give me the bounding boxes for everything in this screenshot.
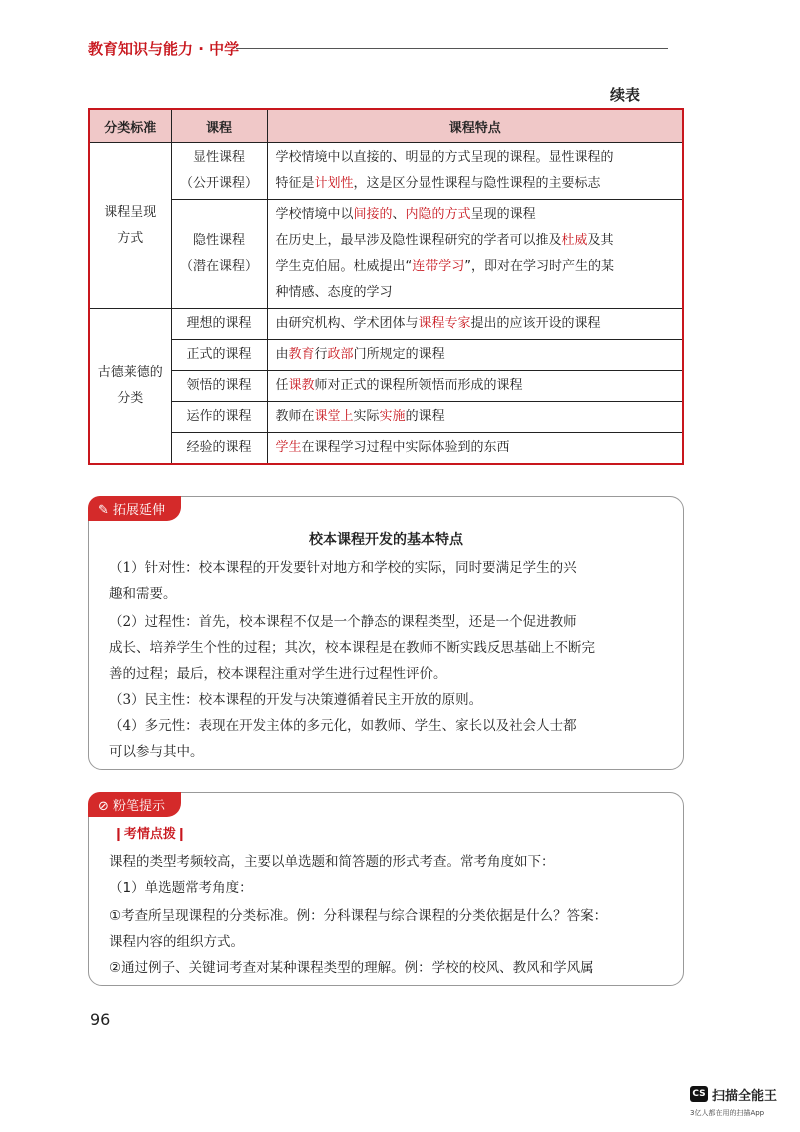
course-name: 运作的课程 [186,409,252,424]
bar-icon: ❙ [175,827,187,842]
keyword-highlight: 连带学习 [412,259,465,274]
keyword-highlight: 计划性 [314,176,354,191]
feature-text: 行 [314,347,328,362]
feature-cell [267,143,683,200]
course-cell [171,402,267,433]
course-name: 隐性课程 [192,233,245,248]
feature-text: 特征是 [275,176,315,191]
feature-text: ”，即对在学习时产生的某 [464,259,615,274]
exam-tip-subheading [113,823,187,842]
feature-text: 提出的应该开设的课程 [470,316,601,331]
extension-line: 趣和需要。 [109,586,177,602]
course-cell [171,340,267,371]
chalk-tip-tag-label: 粉笔提示 [113,799,166,814]
feature-text: 任 [275,378,289,393]
feature-cell [267,309,683,340]
keyword-highlight: 课程专家 [418,316,471,331]
course-name: 显性课程 [192,150,245,165]
course-name: 经验的课程 [186,440,252,455]
course-cell [171,200,267,309]
course-name: 领悟的课程 [186,378,252,393]
feature-text: 、 [392,207,406,222]
header-category: 分类标准 [89,109,171,143]
feature-text: 及其 [587,233,614,248]
extension-line: （2）过程性：首先，校本课程不仅是一个静态的课程类型，还是一个促进教师 [109,614,577,630]
category-text: 分类 [117,391,144,406]
keyword-highlight: 教育 [288,347,315,362]
course-name: （公开课程） [179,176,258,191]
watermark-name: 扫描全能王 [712,1089,778,1104]
feature-text: 在历史上，最早涉及隐性课程研究的学者可以推及 [275,233,562,248]
continued-label: 续表 [610,86,641,104]
extension-line: （4）多元性：表现在开发主体的多元化，如教师、学生、家长以及社会人士都 [109,718,577,734]
watermark-sub: 3亿人都在用的扫描App [690,1109,765,1117]
course-cell [171,433,267,465]
feature-line [276,435,675,461]
feature-line [276,202,675,228]
extension-line: 善的过程；最后，校本课程注重对学生进行过程性评价。 [109,666,447,682]
feature-line [276,373,675,399]
category-text: 方式 [117,230,144,246]
keyword-highlight: 实施 [379,409,406,424]
table-row [89,200,683,309]
chalk-icon: ⊘ [98,799,109,814]
feature-line [276,342,675,368]
feature-line [276,171,675,197]
pen-icon: ✎ [98,503,109,518]
chalk-line: ②通过例子、关键词考查对某种课程类型的理解。例：学校的校风、教风和学风属 [109,960,594,976]
keyword-highlight: 内隐的方式 [405,207,471,222]
table-row [89,309,683,340]
table-row [89,433,683,465]
feature-cell [267,371,683,402]
feature-text: 在课程学习过程中实际体验到的东西 [301,440,510,455]
feature-text: ，这是区分显性课程与隐性课程的主要标志 [353,176,601,191]
table-row [89,402,683,433]
course-cell [171,371,267,402]
extension-title: 校本课程开发的基本特点 [309,532,463,548]
extension-line: 成长、培养学生个性的过程；其次，校本课程是在教师不断实践反思基础上不断完 [109,640,595,656]
category-cell [89,309,171,465]
cs-logo-icon: CS [690,1086,708,1102]
feature-cell [267,433,683,465]
extension-line: （1）针对性：校本课程的开发要针对地方和学校的实际，同时要满足学生的兴 [109,560,577,576]
feature-text: 种情感、态度的学习 [275,285,393,300]
keyword-highlight: 政部 [327,347,354,362]
feature-cell [267,340,683,371]
header-course: 课程 [171,109,267,143]
feature-text: 学校情境中以 [275,207,354,222]
curriculum-table [88,108,684,465]
feature-cell [267,402,683,433]
table-header-row [89,109,683,143]
feature-text: 学生克伯屈。杜威提出“ [275,259,413,274]
feature-text: 教师在 [275,409,315,424]
page-header [88,38,668,58]
table-row [89,371,683,402]
feature-line [276,254,675,280]
category-cell [89,143,171,309]
keyword-highlight: 课堂上 [314,409,354,424]
feature-text: 由研究机构、学术团体与 [275,316,419,331]
header-rule [236,48,668,49]
scanner-watermark [690,1086,790,1126]
course-name: （潜在课程） [179,259,258,274]
table-body [89,143,683,465]
feature-line [276,311,675,337]
chalk-tip-tag [88,792,181,817]
feature-text: 的课程 [405,409,445,424]
feature-text: 由 [275,347,289,362]
table-row [89,143,683,200]
category-text: 古德莱德的 [97,365,163,380]
feature-text: 师对正式的课程所领悟而形成的课程 [314,378,523,393]
header-features: 课程特点 [267,109,683,143]
extension-box [88,496,684,770]
keyword-highlight: 课教 [288,378,315,393]
page-number: 96 [90,1010,111,1029]
keyword-highlight: 杜威 [561,233,588,248]
feature-line [276,280,675,306]
extension-line: （3）民主性：校本课程的开发与决策遵循着民主开放的原则。 [109,692,483,708]
chalk-line: （1）单选题常考角度： [109,880,253,896]
keyword-highlight: 间接的 [353,207,393,222]
feature-text: 学校情境中以直接的、明显的方式呈现的课程。显性课程的 [275,150,614,165]
keyword-highlight: 学生 [275,440,302,455]
extension-tag [88,496,181,521]
header-title: 教育知识与能力 · 中学 [88,40,240,58]
category-text: 课程呈现 [104,204,157,220]
feature-text: 呈现的课程 [470,207,536,222]
feature-line [276,404,675,430]
extension-line: 可以参与其中。 [109,744,204,760]
extension-tag-label: 拓展延伸 [113,503,166,518]
chalk-line: ①考查所呈现课程的分类标准。例：分科课程与综合课程的分类依据是什么？答案： [109,908,608,924]
table-row [89,340,683,371]
feature-line [276,228,675,254]
feature-line [276,145,675,171]
chalk-line: 课程内容的组织方式。 [109,934,244,950]
feature-cell [267,200,683,309]
course-cell [171,309,267,340]
chalk-line: 课程的类型考频较高，主要以单选题和简答题的形式考查。常考角度如下： [109,854,555,870]
feature-text: 实际 [353,409,380,424]
course-name: 理想的课程 [186,316,252,331]
chalk-tip-box [88,792,684,986]
feature-text: 门所规定的课程 [353,347,445,362]
exam-tip-label: 考情点拨 [123,827,176,842]
course-name: 正式的课程 [186,347,252,362]
course-cell [171,143,267,200]
bar-icon: ❙ [113,827,124,842]
